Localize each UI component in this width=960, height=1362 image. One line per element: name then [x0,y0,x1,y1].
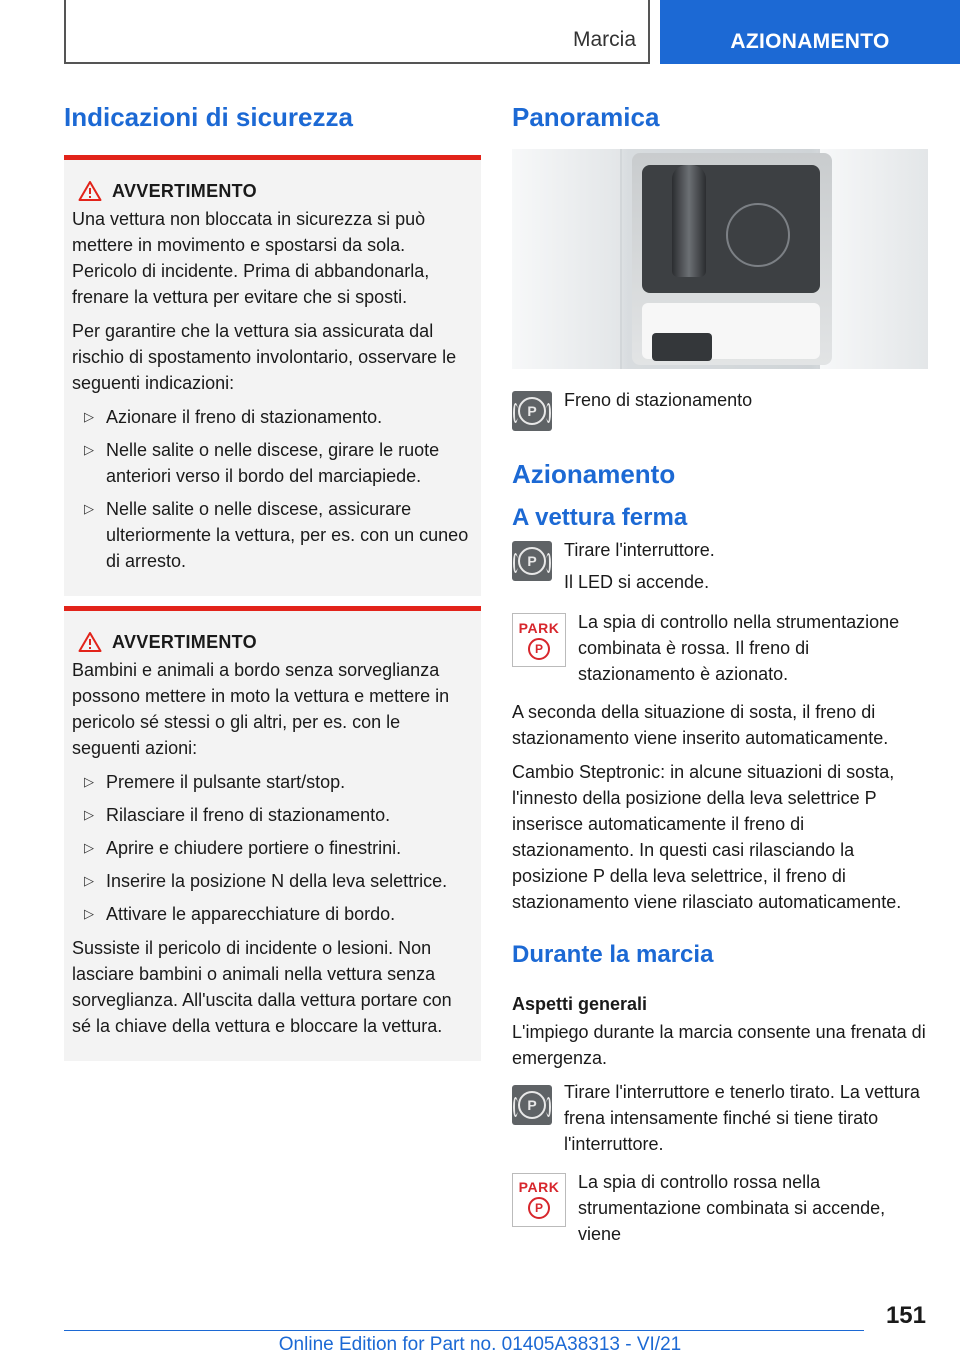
warning-label: AVVERTIMENTO [112,180,257,201]
bullet-triangle-icon: ▷ [84,442,94,458]
header-chapter-tab: AZIONAMENTO [660,0,960,64]
warning-text: Sussiste il pericolo di incidente o lesioni. Non lasciare bambini o animali nella vettura senza sorveglianza. All'uscita dalla vettura portare con sé la chiave della vettura e bloccare la vettura. [72,938,452,1037]
bullet-triangle-icon: ▷ [84,807,94,823]
bullet-triangle-icon: ▷ [84,840,94,856]
general-heading: Aspetti generali [512,993,648,1014]
right-column [512,96,928,1247]
parking-brake-switch [652,333,712,361]
list-item: ▷ Rilasciare il freno di stazionamento. [72,802,473,828]
parking-brake-button-icon: P [512,541,552,581]
indicator-text: La spia di controllo nella strumentazione combinata è rossa. Il freno di stazionamento è azionato. [578,612,900,685]
parking-brake-button-icon: P [512,1085,552,1125]
bullet-triangle-icon: ▷ [84,906,94,922]
list-item: ▷ Inserire la posizione N della leva selettrice. [72,868,473,894]
controller-knob [726,203,790,267]
console [632,153,832,365]
bullet-list [72,404,473,574]
warning-text: Per garantire che la vettura sia assicurata dal rischio di spostamento involontario, osservare le seguenti indicazioni: [72,321,457,394]
header-section-title: Marcia [572,28,636,51]
step-row [512,535,928,595]
body-paragraph: A seconda della situazione di sosta, il freno di stazionamento viene inserito automaticamente. [512,702,889,749]
driving-heading: Durante la marcia [512,941,714,969]
list-item: ▷ Attivare le apparecchiature di bordo. [72,901,473,927]
list-item: ▷ Premere il pulsante start/stop. [72,769,473,795]
step-row [512,1079,928,1157]
photo-caption: Freno di stazionamento [564,390,753,411]
step-text: Il LED si accende. [564,572,710,593]
operation-heading: Azionamento [512,459,676,490]
park-warning-light-icon: PARK P [512,1173,566,1227]
park-warning-light-icon: PARK P [512,613,566,667]
warning-triangle-icon [78,631,102,653]
footer-divider [64,1330,864,1331]
bullet-list [72,769,473,927]
body-paragraph: L'impiego durante la marcia consente una frenata di emergenza. [512,1021,926,1068]
warning-box-2 [64,606,481,1061]
list-item: ▷ Nelle salite o nelle discese, assicurare ulteriormente la vettura, per es. con un cuneo di arresto. [72,496,473,574]
bullet-triangle-icon: ▷ [84,409,94,425]
list-item: ▷ Aprire e chiudere portiere o finestrini. [72,835,473,861]
overview-heading: Panoramica [512,102,660,132]
list-item: ▷ Nelle salite o nelle discese, girare le ruote anteriori verso il bordo del marciapiede. [72,437,473,489]
edition-footer: Online Edition for Part no. 01405A38313 - VI/21 [278,1334,682,1355]
bullet-triangle-icon: ▷ [84,774,94,790]
control-panel [642,165,820,293]
step-text: Tirare l'interruttore e tenerlo tirato. La vettura frena intensamente finché si tiene tirato l'interruttore. [564,1081,920,1154]
bullet-triangle-icon: ▷ [84,501,94,517]
gear-selector [672,165,706,277]
caption-row [512,385,928,431]
bullet-triangle-icon: ▷ [84,873,94,889]
indicator-row [512,609,928,687]
header-section-box [64,0,650,64]
stationary-heading: A vettura ferma [512,504,688,532]
indicator-text: La spia di controllo rossa nella strumentazione combinata si accende, viene [578,1171,886,1244]
warning-text: Bambini e animali a bordo senza sorveglianza possono mettere in moto la vettura e mettere in pericolo sé stessi o gli altri, per es. con le seguenti azioni: [72,660,450,759]
indicator-row [512,1169,928,1247]
warning-box-1 [64,155,481,596]
warning-label: AVVERTIMENTO [112,631,257,652]
seat-left [512,149,622,369]
left-column [64,96,481,1061]
body-paragraph: Cambio Steptronic: in alcune situazioni di sosta, l'innesto della posizione della leva selettrice P inserisce automaticamente il freno di stazionamento. In questi casi rilasciando la posizione P della leva selettrice, il freno di stazionamento viene rilasciato automaticamente. [512,762,902,913]
warning-triangle-icon [78,180,102,202]
seat-right [818,149,928,369]
page-number: 151 [885,1302,926,1329]
parking-brake-button-icon: P [512,391,552,431]
safety-heading: Indicazioni di sicurezza [64,102,353,132]
list-item: ▷ Azionare il freno di stazionamento. [72,404,473,430]
step-text: Tirare l'interruttore. [564,540,715,561]
warning-text: Una vettura non bloccata in sicurezza si può mettere in movimento e spostarsi da sola. Pericolo di incidente. Prima di abbandonarla, frenare la vettura per evitare che si sposti. [72,209,430,308]
center-console-photo [512,149,928,369]
